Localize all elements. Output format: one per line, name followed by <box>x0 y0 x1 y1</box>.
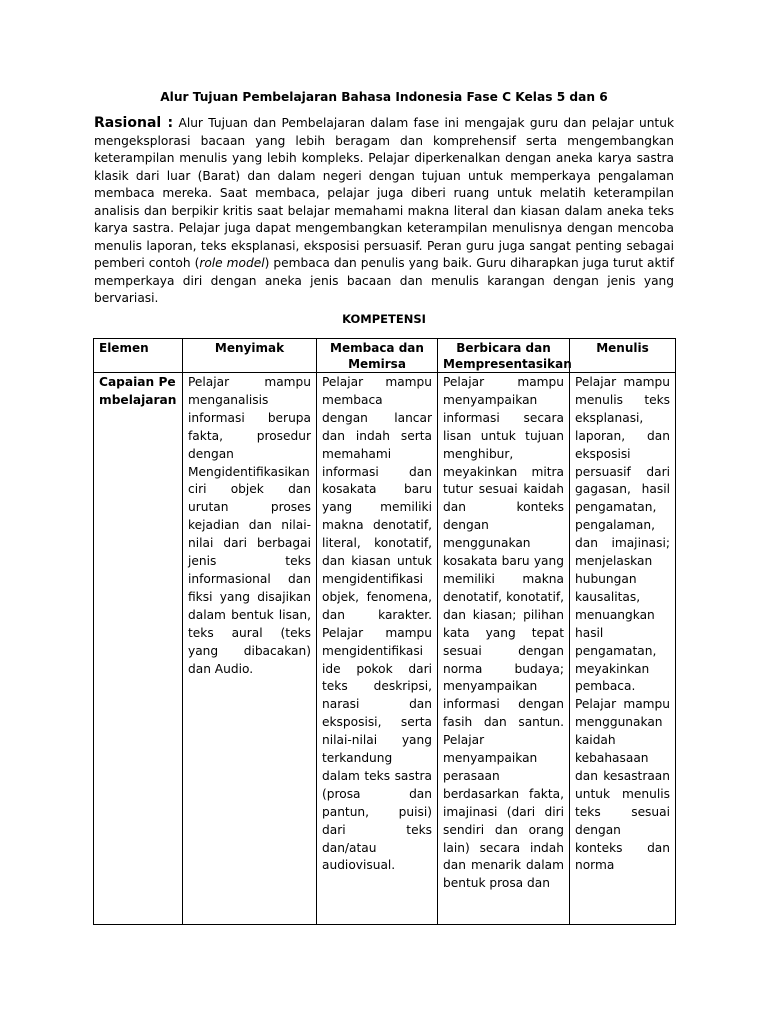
rasional-italic-term: role model <box>199 256 265 270</box>
table-row <box>94 373 676 925</box>
page-title: Alur Tujuan Pembelajaran Bahasa Indonesia Fase C Kelas 5 dan 6 <box>160 90 608 104</box>
kompetensi-table <box>93 338 676 925</box>
cell-menulis: Pelajar mampu menulis teks eksplanasi, laporan, dan eksposisi persuasif dari gagasan, hasil pengamatan, pengalaman, dan imajinasi; menjelaskan hubungan kausalitas, menuangkan hasil pengamatan, meyakinkan pembaca. Pelajar mampu menggunakan kaidah kebahasaan dan kesastraan untuk menulis teks sesuai dengan konteks dan norma <box>570 373 676 925</box>
rasional-text: Alur Tujuan dan Pembelajaran dalam fase ini mengajak guru dan pelajar untuk mengeksplorasi bacaan yang lebih beragam dan komprehensif serta mengembangkan keterampilan menulis yang lebih kompleks. Pelajar diperkenalkan dengan aneka karya sastra klasik dari luar (Barat) dan dalam negeri dengan tujuan untuk memperkaya pengalaman membaca mereka. Saat membaca, pelajar juga diberi ruang untuk melatih keterampilan analisis dan berpikir kritis saat belajar memahami makna literal dan kiasan dalam aneka teks karya sastra. Pelajar juga dapat mengembangkan keterampilan menulisnya dengan mencoba menulis laporan, teks eksplanasi, eksposisi persuasif. Peran guru juga sangat penting sebagai pemberi contoh ( <box>94 116 674 270</box>
rasional-label: Rasional : <box>94 115 174 131</box>
cell-membaca-memirsa: Pelajar mampu membaca dengan lancar dan indah serta memahami informasi dan kosakata baru yang memiliki makna denotatif, literal, konotatif, dan kiasan untuk mengidentifikasi objek, fenomena, dan karakter. Pelajar mampu mengidentifikasi ide pokok dari teks deskripsi, narasi dan eksposisi, serta nilai-nilai yang terkandung dalam teks sastra (prosa dan pantun, puisi) dari teks dan/atau audiovisual. <box>317 373 438 925</box>
table-header-row <box>94 339 676 373</box>
rasional-text-end: ) pembaca dan penulis yang baik. Guru diharapkan juga turut aktif memperkaya diri dengan aneka jenis bacaan dan menulis karangan dengan jenis yang bervariasi. <box>94 256 674 305</box>
section-heading-kompetensi: KOMPETENSI <box>342 312 426 326</box>
cell-berbicara-mempresentasikan: Pelajar mampu menyampaikan informasi secara lisan untuk tujuan menghibur, meyakinkan mitra tutur sesuai kaidah dan konteks dengan menggunakan kosakata baru yang memiliki makna denotatif, konotatif, dan kiasan; pilihan kata yang tepat sesuai dengan norma budaya; menyampaikan informasi dengan fasih dan santun. Pelajar menyampaikan perasaan berdasarkan fakta, imajinasi (dari diri sendiri dan orang lain) secara indah dan menarik dalam bentuk prosa dan <box>438 373 570 925</box>
header-elemen: Elemen <box>94 339 183 373</box>
header-menyimak: Menyimak <box>183 339 317 373</box>
header-menulis: Menulis <box>570 339 676 373</box>
cell-menyimak: Pelajar mampu menganalisis informasi berupa fakta, prosedur dengan Mengidentifikasikan ciri objek dan urutan proses kejadian dan nilai-nilai dari berbagai jenis teks informasional dan fiksi yang disajikan dalam bentuk lisan, teks aural (teks yang dibacakan) dan Audio. <box>183 373 317 925</box>
cell-elemen: Capaian Pembelajaran <box>94 373 183 925</box>
header-membaca-memirsa: Membaca dan Memirsa <box>317 339 438 373</box>
header-berbicara-mempresentasikan: Berbicara dan Mempresentasikan <box>438 339 570 373</box>
rasional-paragraph <box>94 115 674 308</box>
